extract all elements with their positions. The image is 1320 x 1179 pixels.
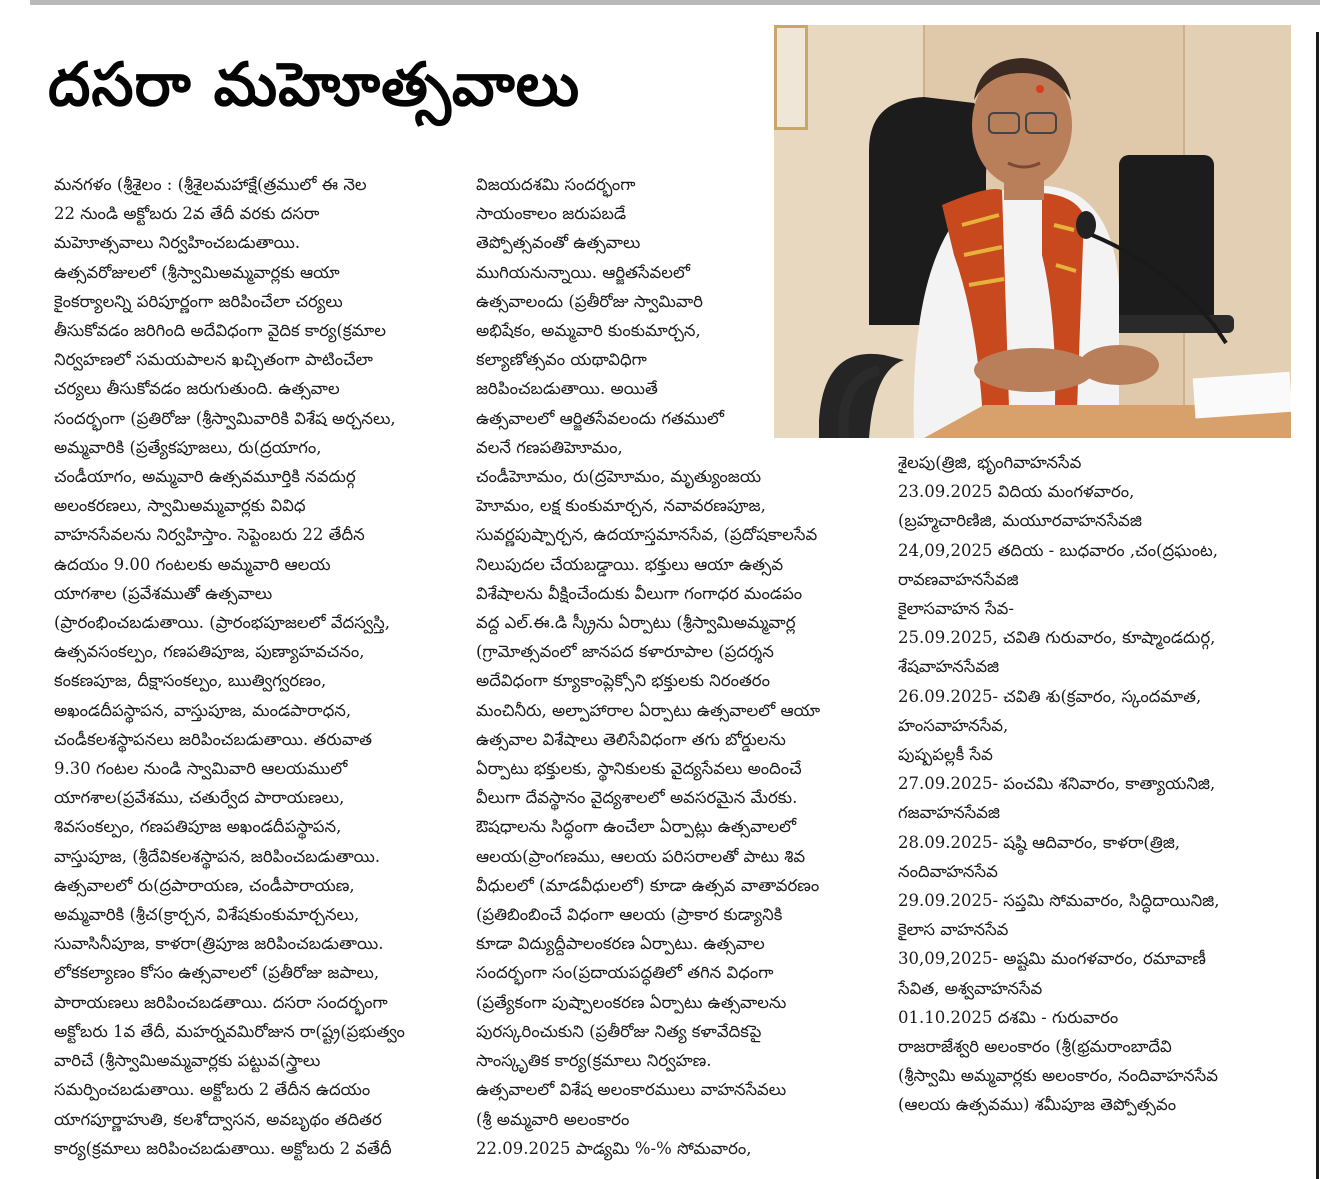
text-line: సాంస్కృతిక కార్య(క్రమాలు నిర్వహణ. bbox=[476, 1051, 712, 1071]
text-line: (ప్రతిబింబించే విధంగా ఆలయ (ప్రాకార కుడ్యానికి bbox=[476, 905, 783, 925]
text-line: వీధులలో (మాడవీధులలో) కూడా ఉత్సవ వాతావరణం bbox=[476, 875, 820, 895]
top-rule bbox=[30, 0, 1320, 5]
text-line: అమ్మవారికి (ప్రత్యేకపూజలు, రు(ద్రయాగం, bbox=[54, 437, 322, 457]
column-3 bbox=[898, 448, 1308, 1120]
text-line: ఉత్సవసంకల్పం, గణపతిపూజ, పుణ్యాహవచనం, bbox=[54, 642, 365, 662]
text-line: 23.09.2025 విదియ మంగళవారం, bbox=[898, 482, 1135, 502]
text-line: రాజరాజేశ్వరి అలంకారం (శ్రీ(భ్రమరాంబాదేవి bbox=[898, 1037, 1172, 1057]
text-line: పారాయణలు జరిపించబడతాయి. దసరా సందర్భంగా bbox=[54, 992, 388, 1012]
text-line: ఉత్సవాలందు (ప్రతీరోజు స్వామివారి bbox=[476, 291, 703, 311]
column-rule bbox=[1316, 32, 1319, 1179]
text-line: 27.09.2025- పంచమి శనివారం, కాత్యాయనిజి, bbox=[898, 774, 1216, 794]
text-line: మనగళం (శ్రీశైలం : (శ్రీశైలమహాక్షే(త్రములో ఈ నెల bbox=[54, 175, 367, 194]
text-line: 9.30 గంటల నుండి స్వామివారి ఆలయములో bbox=[54, 759, 348, 779]
column-1 bbox=[54, 170, 454, 1163]
text-line: అక్టోబరు 1వ తేదీ, మహర్నవమిరోజున రా(ష్ట్ర(ప్రభుత్వం bbox=[54, 1021, 405, 1041]
text-line: అభిషేకం, అమ్మవారి కుంకుమార్చన, bbox=[476, 321, 701, 341]
text-line: 22 నుండి అక్టోబరు 2వ తేదీ వరకు దసరా bbox=[54, 204, 320, 224]
text-line: శేషవాహనసేవజి bbox=[898, 657, 1000, 677]
text-line: వారిచే (శ్రీస్వామిఅమ్మవార్లకు పట్టువ(స్త్రాలు bbox=[54, 1051, 321, 1071]
text-line: యాగశాల(ప్రవేశము, చతుర్వేద పారాయణలు, bbox=[54, 788, 345, 808]
text-line: శైలపు(త్రిజి, భృంగివాహనసేవ bbox=[898, 453, 1082, 472]
text-line: అఖండదీపస్థాపన, వాస్తుపూజ, మండపారాధన, bbox=[54, 700, 352, 720]
text-line: కైలాస వాహనసేవ bbox=[898, 920, 1009, 940]
text-line: (ప్రత్యేకంగా పుష్పాలంకరణ ఏర్పాటు ఉత్సవాలను bbox=[476, 992, 787, 1012]
text-line: చండీకలశస్థాపనలు జరిపించబడుతాయి. తరువాత bbox=[54, 729, 372, 749]
photo-illustration bbox=[774, 25, 1291, 438]
text-line: కైంకర్యాలన్ని పరిపూర్ణంగా జరిపించేలా చర్యలు bbox=[54, 291, 343, 311]
text-line: విశేషాలను వీక్షించేందుకు వీలుగా గంగాధర మండపం bbox=[476, 583, 803, 603]
text-line: చండీహెూమం, రు(ద్రహెూమం, మృత్యుంజయ bbox=[476, 467, 762, 487]
text-line: వాహనసేవలను నిర్వహిస్తాం. సెప్టెంబరు 22 తేదీన bbox=[54, 525, 365, 545]
text-line: ఉత్సవాలలో రు(ద్రపారాయణ, చండీపారాయణ, bbox=[54, 875, 355, 895]
text-line: పుష్పపల్లకీ సేవ bbox=[898, 745, 993, 765]
text-line: 29.09.2025- సప్తమి సోమవారం, సిద్ధిదాయినిజి, bbox=[898, 891, 1220, 911]
text-line: చర్యలు తీసుకోవడం జరుగుతుంది. ఉత్సవాల bbox=[54, 379, 340, 399]
text-line: సువాసినీపూజ, కాళరా(త్రిపూజ జరిపించబడుతాయి. bbox=[54, 934, 384, 954]
text-line: 25.09.2025, చవితి గురువారం, కూష్మాండదుర్గ, bbox=[898, 628, 1216, 648]
news-photo bbox=[774, 25, 1291, 438]
text-line: కార్య(క్రమాలు జరిపించబడుతాయి. అక్టోబరు 2 వతేదీ bbox=[54, 1138, 392, 1158]
text-line: గజవాహనసేవజి bbox=[898, 803, 1000, 823]
text-line: 26.09.2025- చవితి శు(క్రవారం, స్కందమాత, bbox=[898, 686, 1202, 706]
text-line: హెూమం, లక్ష కుంకుమార్చన, నవావరణపూజ, bbox=[476, 496, 766, 516]
text-line: కూడా విద్యుద్దీపాలంకరణ ఏర్పాటు. ఉత్సవాల bbox=[476, 934, 765, 954]
text-line: (ఆలయ ఉత్సవము) శమీపూజ తెప్పోత్సవం bbox=[898, 1095, 1177, 1115]
text-line: ఉత్సవాలలో విశేష అలంకారములు వాహనసేవలు bbox=[476, 1080, 787, 1100]
text-line: పురస్కరించుకుని (ప్రతీరోజు నిత్య కళావేదికపై bbox=[476, 1021, 762, 1041]
text-line: వలనే గణపతిహెూమం, bbox=[476, 437, 623, 457]
text-line: ఉత్సవాలలో ఆర్జితసేవలందు గతములో bbox=[476, 408, 724, 428]
text-line: తెప్పోత్సవంతో ఉత్సవాలు bbox=[476, 233, 641, 253]
text-line: చండీయాగం, అమ్మవారి ఉత్సవమూర్తికి నవదుర్గ bbox=[54, 467, 356, 487]
text-line: వీలుగా దేవస్థానం వైద్యశాలలో అవసరమైన మేరకు. bbox=[476, 788, 798, 808]
text-line: అమ్మవారికి (శ్రీచ(క్రార్చన, విశేషకుంకుమార్చనలు, bbox=[54, 905, 360, 925]
text-line: విజయదశమి సందర్భంగా bbox=[476, 175, 636, 194]
text-line: సేవిత, అశ్వవాహనసేవ bbox=[898, 978, 1043, 998]
text-line: ఉదయం 9.00 గంటలకు అమ్మవారి ఆలయ bbox=[54, 554, 331, 574]
text-line: (గ్రామోత్సవంలో జానపద కళారూపాల (ప్రదర్శన bbox=[476, 642, 774, 662]
text-line: సందర్భంగా సం(ప్రదాయపద్ధతిలో తగిన విధంగా bbox=[476, 963, 774, 983]
text-line: ఏర్పాటు భక్తులకు, స్థానికులకు వైద్యసేవలు అందించే bbox=[476, 759, 802, 779]
text-line: సాయంకాలం జరుపబడే bbox=[476, 204, 627, 224]
text-line: కైలాసవాహన సేవ- bbox=[898, 599, 1014, 619]
text-line: రావణవాహనసేవజి bbox=[898, 569, 1019, 589]
text-line: అలంకరణలు, స్వామిఅమ్మవార్లకు వివిధ bbox=[54, 496, 306, 516]
text-line: (ప్రారంభించబడుతాయి. (ప్రారంభపూజలలో వేదస్వస్తి, bbox=[54, 613, 390, 633]
text-line: నిర్వహణలో సమయపాలన ఖచ్చితంగా పాటించేలా bbox=[54, 350, 373, 370]
text-line: హంసవాహనసేవ, bbox=[898, 715, 1009, 735]
text-line: (బ్రహ్మచారిణిజి, మయూరవాహనసేవజి bbox=[898, 511, 1142, 531]
text-line: తీసుకోవడం జరిగింది అదేవిధంగా వైదిక కార్య(క్రమాల bbox=[54, 321, 386, 341]
text-line: వాస్తుపూజ, (శ్రీదేవికలశస్థాపన, జరిపించబడుతాయి. bbox=[54, 846, 381, 866]
text-line: లోకకల్యాణం కోసం ఉత్సవాలలో (ప్రతీరోజు జపాలు, bbox=[54, 963, 380, 983]
text-line: అదేవిధంగా క్యూకాంప్లెక్సోని భక్తులకు నిరంతరం bbox=[476, 671, 770, 691]
text-line: వద్ద ఎల్.ఈ.డి స్క్రీను ఏర్పాటు (శ్రీస్వామిఅమ్మవార్ల bbox=[476, 613, 796, 633]
text-line: మంచినీరు, అల్పాహారాల ఏర్పాటు ఉత్సవాలలో ఆయా bbox=[476, 700, 821, 720]
text-line: యాగశాల (ప్రవేశముతో ఉత్సవాలు bbox=[54, 583, 273, 603]
text-line: ముగియనున్నాయి. ఆర్జితసేవలలో bbox=[476, 262, 690, 282]
text-line: (శ్రీస్వామి అమ్మవార్లకు అలంకారం, నందివాహనసేవ bbox=[898, 1066, 1218, 1086]
text-line: యాగపూర్ణాహుతి, కలశోద్వాసన, అవబృథం తదితర bbox=[54, 1109, 382, 1129]
text-line: 30,09,2025- అష్టమి మంగళవారం, రమావాణీ bbox=[898, 949, 1206, 969]
text-line: సందర్భంగా (ప్రతిరోజు (శ్రీస్వామివారికి విశేష అర్చనలు, bbox=[54, 408, 396, 428]
text-line: 22.09.2025 పాడ్యమి %-% సోమవారం, bbox=[476, 1138, 752, 1158]
headline: దసరా మహెూత్సవాలు bbox=[48, 50, 581, 120]
text-line: నిలుపుదల చేయబడ్డాయి. భక్తులు ఆయా ఉత్సవ bbox=[476, 554, 784, 574]
text-line: జరిపించబడుతాయి. అయితే bbox=[476, 379, 658, 399]
text-line: కల్యాణోత్సవం యథావిధిగా bbox=[476, 350, 647, 370]
text-line: ఔషధాలను సిద్ధంగా ఉంచేలా ఏర్పాట్లు ఉత్సవాలలో bbox=[476, 817, 797, 837]
text-line: నందివాహనసేవ bbox=[898, 861, 998, 881]
text-line: 24,09,2025 తదియ - బుధవారం ,చం(ద్రఘంట, bbox=[898, 540, 1218, 560]
text-line: ఉత్సవాల విశేషాలు తెలిసేవిధంగా తగు బోర్డులను bbox=[476, 729, 786, 749]
text-line: సువర్ణపుష్పార్చన, ఉదయాస్తమానసేవ, (ప్రదోషకాలసేవ bbox=[476, 525, 818, 545]
text-line: (శ్రీ అమ్మవారి అలంకారం bbox=[476, 1109, 630, 1129]
text-line: 28.09.2025- షష్ఠి ఆదివారం, కాళరా(త్రిజి, bbox=[898, 832, 1181, 852]
text-line: శివసంకల్పం, గణపతిపూజ అఖండదీపస్థాపన, bbox=[54, 817, 342, 837]
text-line: సమర్పించబడుతాయి. అక్టోబరు 2 తేదీన ఉదయం bbox=[54, 1080, 371, 1100]
text-line: ఆలయ(ప్రాంగణము, ఆలయ పరిసరాలతో పాటు శివ bbox=[476, 846, 806, 866]
text-line: 01.10.2025 దశమి - గురువారం bbox=[898, 1007, 1119, 1027]
text-line: ఉత్సవరోజులలో (శ్రీస్వామిఅమ్మవార్లకు ఆయా bbox=[54, 262, 340, 282]
text-line: కంకణపూజ, దీక్షాసంకల్పం, ఋత్విగ్వరణం, bbox=[54, 671, 327, 691]
text-line: మహెూత్సవాలు నిర్వహించబడుతాయి. bbox=[54, 233, 301, 253]
